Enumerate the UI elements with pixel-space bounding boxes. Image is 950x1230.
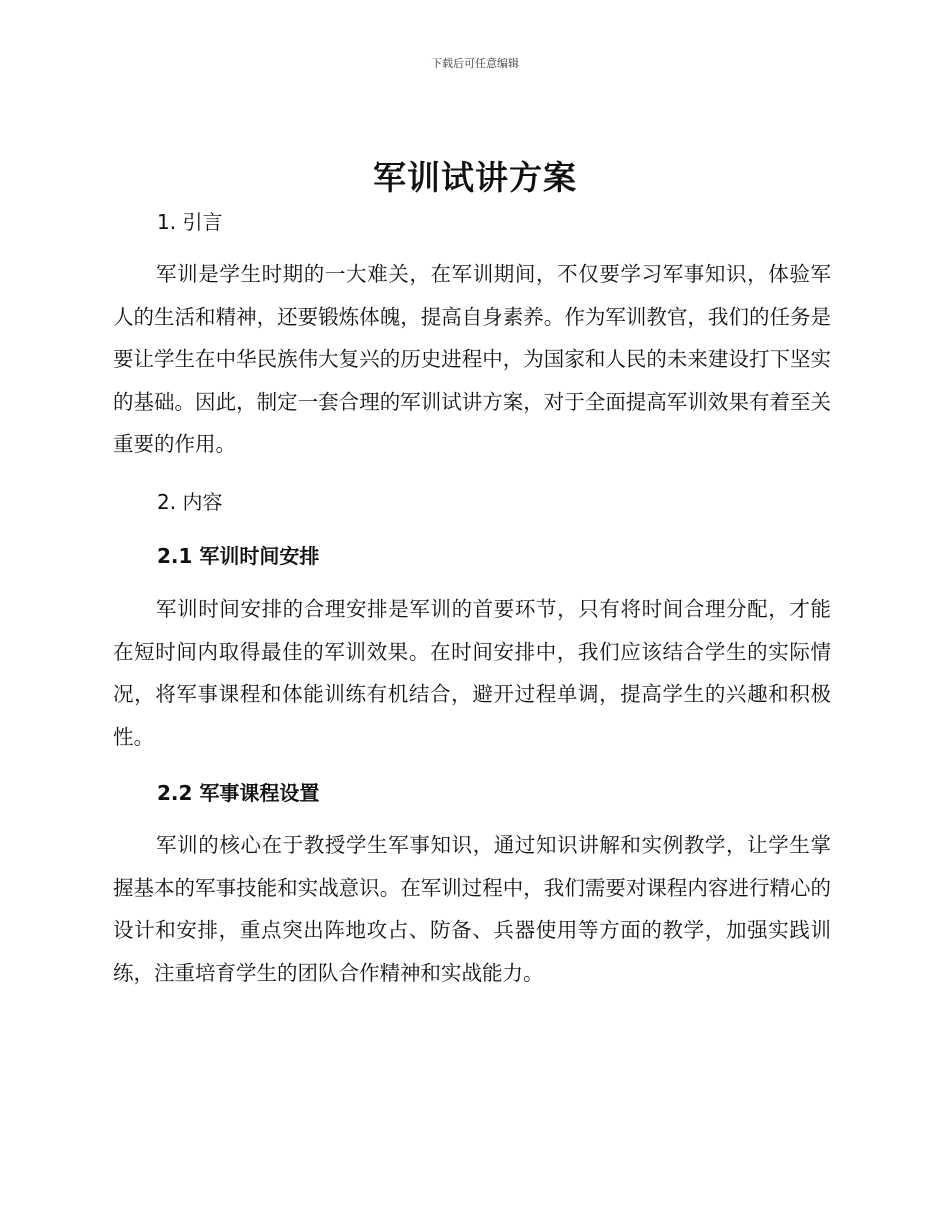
document-title: 军训试讲方案	[373, 158, 577, 197]
header-note: 下载后可任意编辑	[431, 57, 519, 70]
paragraph-courses: 军训的核心在于教授学生军事知识，通过知识讲解和实例教学，让学生掌握基本的军事技能和实战意识。在军训过程中，我们需要对课程内容进行精心的设计和安排，重点突出阵地攻占、防备、兵器使用等方面的教学，加强实践训练，注重培育学生的团队合作精神和实战能力。	[113, 833, 831, 985]
section-heading-courses: 2.2 军事课程设置	[157, 781, 320, 805]
section-heading-intro: 1. 引言	[157, 210, 223, 234]
section-heading-schedule: 2.1 军训时间安排	[157, 544, 320, 568]
section-heading-content: 2. 内容	[157, 490, 223, 514]
paragraph-intro: 军训是学生时期的一大难关，在军训期间，不仅要学习军事知识，体验军人的生活和精神，还要锻炼体魄，提高自身素养。作为军训教官，我们的任务是要让学生在中华民族伟大复兴的历史进程中，为国家和人民的未来建设打下坚实的基础。因此，制定一套合理的军训试讲方案，对于全面提高军训效果有着至关重要的作用。	[113, 262, 831, 457]
paragraph-schedule: 军训时间安排的合理安排是军训的首要环节，只有将时间合理分配，才能在短时间内取得最佳的军训效果。在时间安排中，我们应该结合学生的实际情况，将军事课程和体能训练有机结合，避开过程单调，提高学生的兴趣和积极性。	[113, 597, 831, 749]
